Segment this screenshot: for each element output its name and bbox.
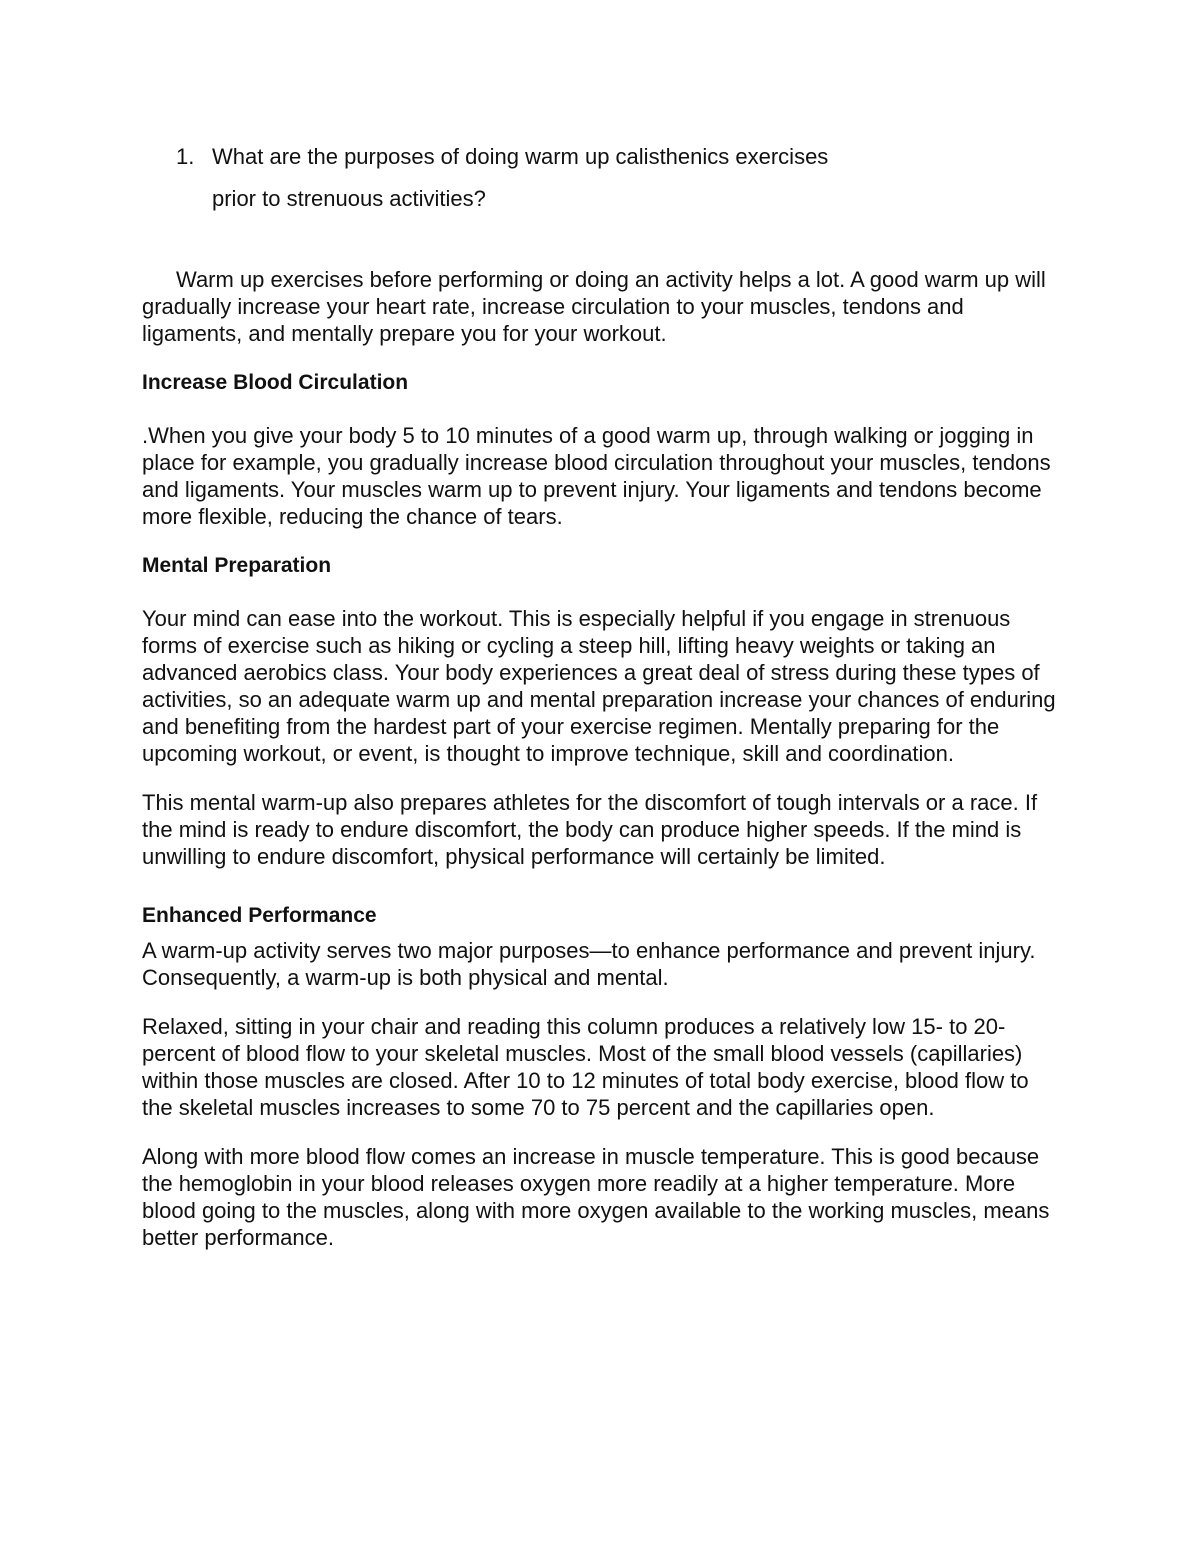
question-number: 1. <box>176 144 195 169</box>
performance-paragraph-2: Relaxed, sitting in your chair and reading this column produces a relatively low 15- to 20-percent of blood flow to your skeletal muscles. Most of the small blood vessels (capillaries) within those muscles are closed. After 10 to 12 minutes of total body exercise, blood flow to the skeletal muscles increases to some 70 to 75 percent and the capillaries open. <box>142 1014 1029 1120</box>
heading-blood-circulation: Increase Blood Circulation <box>142 371 409 394</box>
question-text-line1: What are the purposes of doing warm up calisthenics exercises <box>212 144 829 169</box>
performance-paragraph-1: A warm-up activity serves two major purposes—to enhance performance and prevent injury. Consequently, a warm-up is both physical and mental. <box>142 938 1036 990</box>
question-line <box>176 143 1076 170</box>
blood-paragraph-1: .When you give your body 5 to 10 minutes of a good warm up, through walking or jogging in place for example, you gradually increase blood circulation throughout your muscles, tendons and ligaments. Your muscles warm up to prevent injury. Your ligaments and tendons become more flexible, reducing the chance of tears. <box>142 423 1051 529</box>
heading-enhanced-performance: Enhanced Performance <box>142 904 377 927</box>
performance-paragraph-3: Along with more blood flow comes an increase in muscle temperature. This is good because the hemoglobin in your blood releases oxygen more readily at a higher temperature. More blood going to the muscles, along with more oxygen available to the working muscles, means better performance. <box>142 1144 1050 1250</box>
mental-paragraph-1: Your mind can ease into the workout. This is especially helpful if you engage in strenuous forms of exercise such as hiking or cycling a steep hill, lifting heavy weights or taking an advanced aerobics class. Your body experiences a great deal of stress during these types of activities, so an adequate warm up and mental preparation increase your chances of enduring and benefiting from the hardest part of your exercise regimen. Mentally preparing for the upcoming workout, or event, is thought to improve technique, skill and coordination. <box>142 606 1056 766</box>
question-text-line2: prior to strenuous activities? <box>212 186 486 211</box>
mental-paragraph-2: This mental warm-up also prepares athletes for the discomfort of tough intervals or a race. If the mind is ready to endure discomfort, the body can produce higher speeds. If the mind is unwilling to endure discomfort, physical performance will certainly be limited. <box>142 790 1038 869</box>
question-block <box>176 143 1076 212</box>
heading-mental-preparation: Mental Preparation <box>142 554 332 577</box>
intro-paragraph: Warm up exercises before performing or doing an activity helps a lot. A good warm up will gradually increase your heart rate, increase circulation to your muscles, tendons and ligaments, and mentally prepare you for your workout. <box>142 267 1046 346</box>
answer-body <box>142 266 1062 1251</box>
